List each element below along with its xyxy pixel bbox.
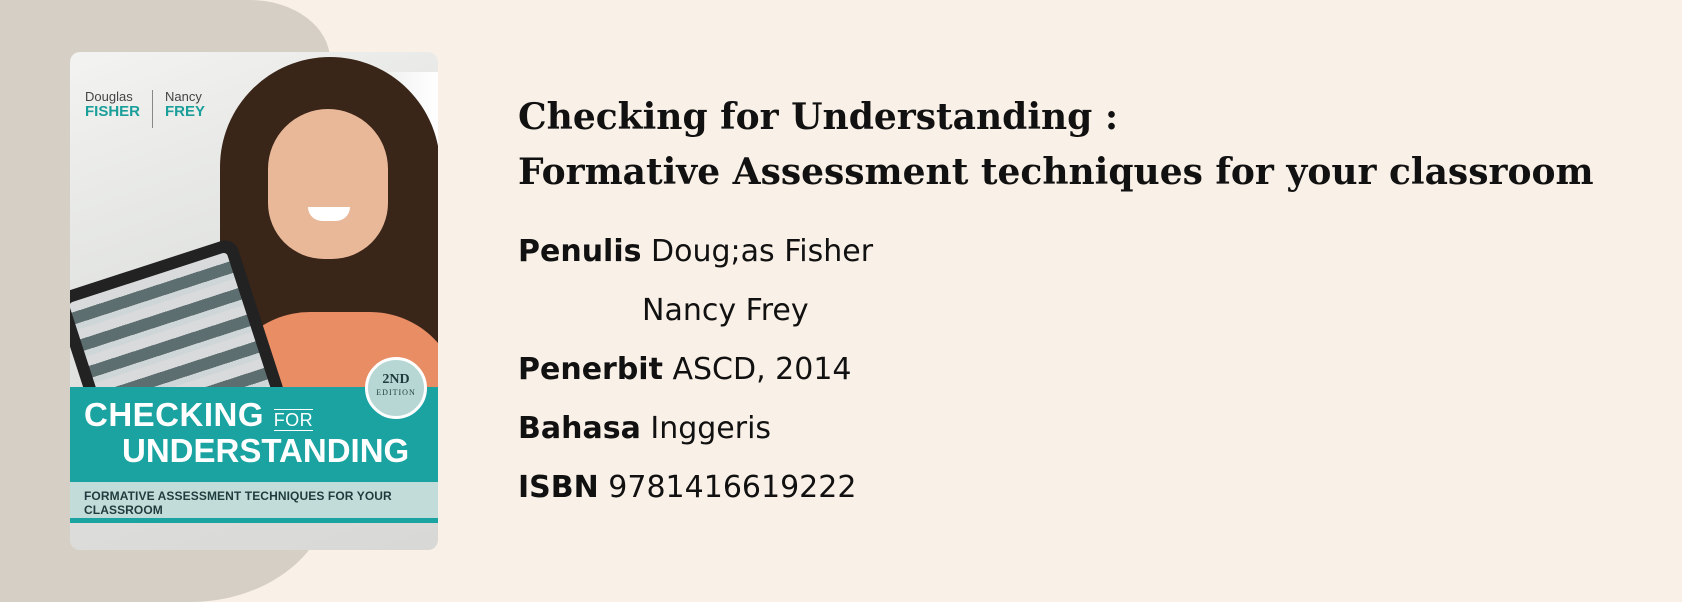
author-row bbox=[518, 222, 1594, 281]
cover-author-divider bbox=[152, 90, 153, 128]
author-value: Doug;as Fisher bbox=[651, 234, 874, 269]
book-cover-image bbox=[70, 52, 438, 550]
isbn-row bbox=[518, 458, 1594, 517]
cover-subtitle: FORMATIVE ASSESSMENT TECHNIQUES FOR YOUR CLASSROOM bbox=[84, 489, 392, 517]
language-value: Inggeris bbox=[650, 411, 772, 446]
isbn-label: ISBN bbox=[518, 470, 599, 505]
author-label: Penulis bbox=[518, 234, 642, 269]
edition-badge: 2ND EDITION bbox=[365, 357, 427, 419]
publisher-label: Penerbit bbox=[518, 352, 663, 387]
cover-author2-last: FREY bbox=[165, 102, 206, 120]
publisher-value: ASCD, 2014 bbox=[672, 352, 852, 387]
book-info bbox=[518, 90, 1594, 517]
language-label: Bahasa bbox=[518, 411, 641, 446]
author-row-2 bbox=[518, 281, 1594, 340]
cover-title-line1: CHECKING FOR bbox=[84, 396, 314, 433]
book-metadata bbox=[518, 222, 1594, 517]
book-title: Checking for Understanding : Formative Assessment techniques for your classroom bbox=[518, 96, 1594, 193]
author-value-2: Nancy Frey bbox=[642, 293, 809, 328]
language-row bbox=[518, 399, 1594, 458]
cover-title-line2: UNDERSTANDING bbox=[122, 432, 410, 469]
cover-authors bbox=[85, 90, 205, 128]
isbn-value: 9781416619222 bbox=[608, 470, 857, 505]
cover-author1-last: FISHER bbox=[85, 102, 141, 120]
cover-author1-first: Douglas bbox=[85, 89, 133, 104]
publisher-row bbox=[518, 340, 1594, 399]
cover-author2-first: Nancy bbox=[165, 89, 202, 104]
